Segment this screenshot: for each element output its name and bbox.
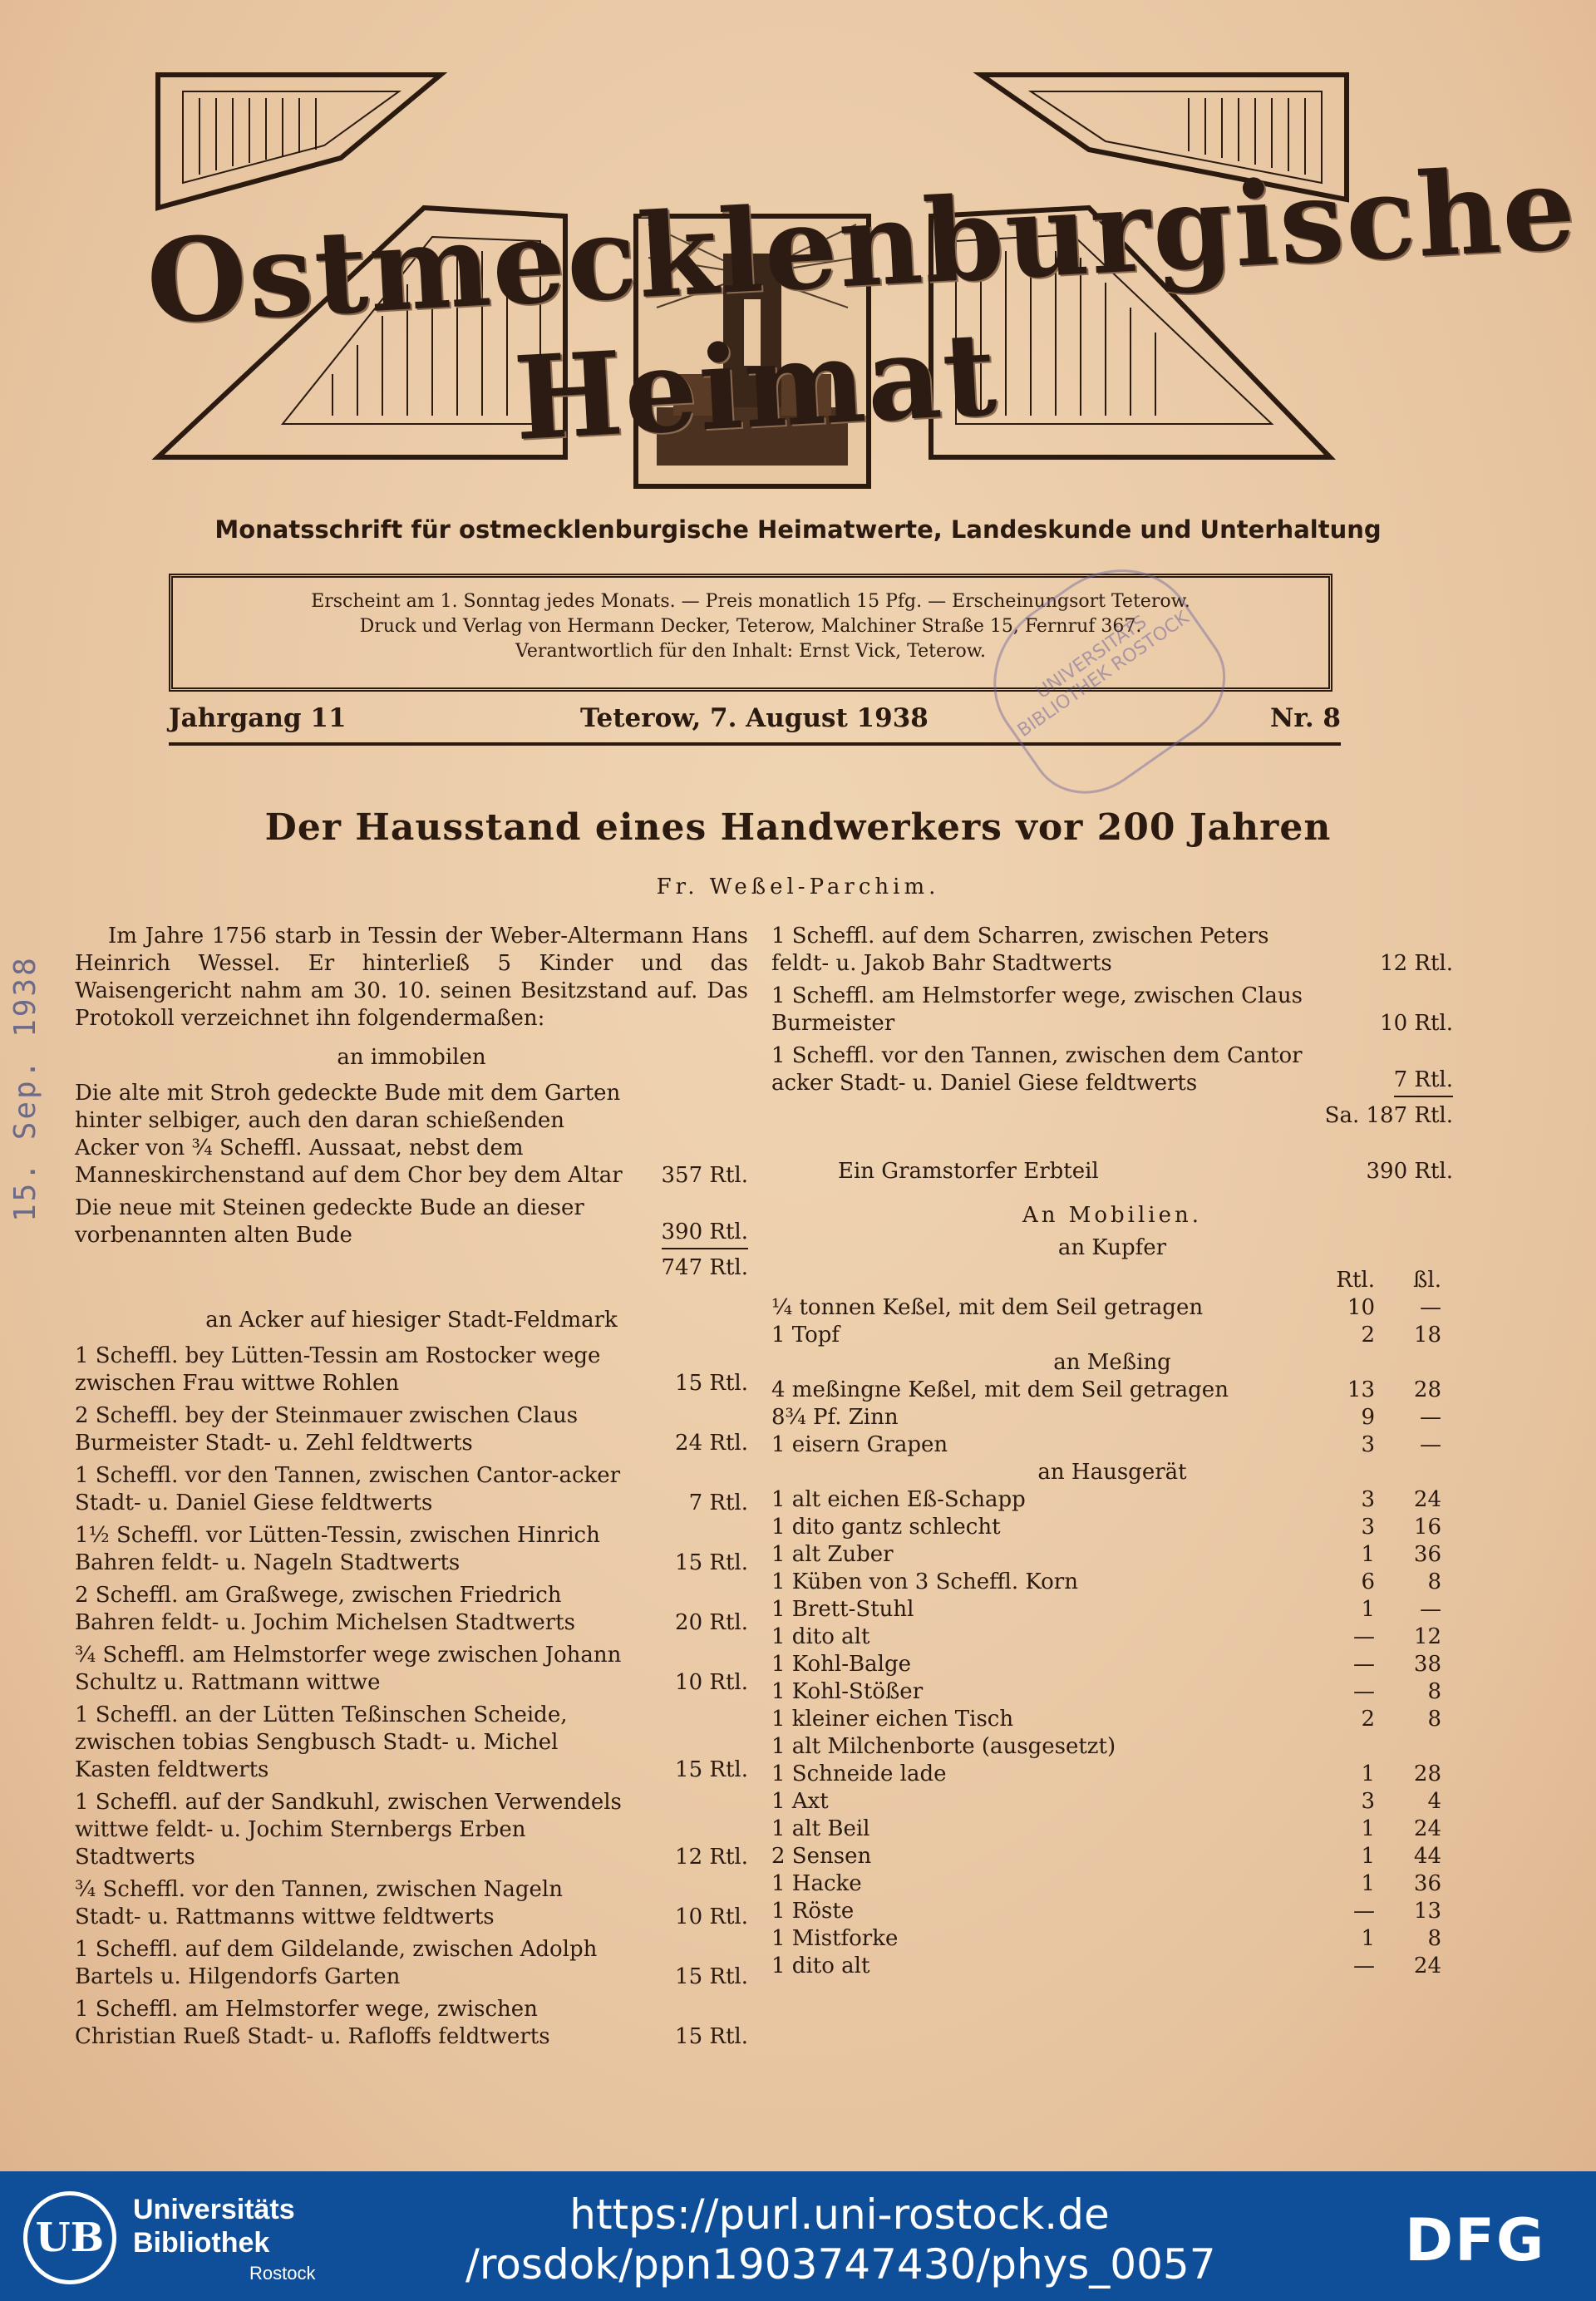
total-amount: 747 Rtl.	[661, 1255, 748, 1280]
list-item	[75, 1080, 748, 1190]
item-rtl: 1	[1361, 1542, 1375, 1567]
intro-paragraph: Im Jahre 1756 starb in Tessin der Weber-Altermann Hans Heinrich Wessel. Er hinterließ 5 Kinder und das Waisengericht nahm am 30. 10. seinen Besitzstand auf. Das Protokoll verzeichnet ihn folgendermaßen:	[75, 924, 748, 1031]
library-city: Rostock	[249, 2263, 316, 2284]
table-row	[771, 1816, 1453, 1843]
publication-info-line: Druck und Verlag von Hermann Decker, Teterow, Malchiner Straße 15, Fernruf 367.	[359, 616, 1142, 637]
section-heading: an Kupfer	[1057, 1235, 1167, 1260]
item-sl: 24	[1413, 1487, 1441, 1512]
permalink-line[interactable]: https://purl.uni-rostock.de	[569, 2190, 1110, 2239]
permalink[interactable]	[466, 2190, 1214, 2289]
table-section-row	[771, 1459, 1453, 1486]
entry-amount: 12 Rtl.	[1380, 951, 1453, 976]
item-sl: 8	[1427, 1679, 1441, 1704]
table-row	[771, 1569, 1453, 1596]
list-item	[771, 923, 1453, 978]
table-row	[771, 1678, 1453, 1706]
list-item	[75, 1702, 748, 1784]
item-rtl: 3	[1361, 1432, 1375, 1457]
item-name: 1 alt eichen Eß-Schapp	[771, 1487, 1026, 1512]
table-section-row	[771, 1349, 1453, 1377]
item-name: 1 alt Zuber	[771, 1542, 894, 1567]
item-name: ¼ tonnen Keßel, mit dem Seil getragen	[771, 1295, 1204, 1320]
table-row	[771, 1486, 1453, 1514]
section-heading: an immobilen	[337, 1045, 486, 1070]
item-rtl: 1	[1361, 1597, 1375, 1622]
item-sl: 24	[1413, 1816, 1441, 1841]
entry-text: 1 Scheffl. an der Lütten Teßinschen Scheide, zwischen tobias Sengbusch Stadt- u. Michel Kasten feldtwerts	[75, 1702, 568, 1782]
entry-text: 1 Scheffl. am Helmstorfer wege, zwischen Claus Burmeister	[771, 983, 1303, 1036]
item-sl: 24	[1413, 1954, 1441, 1978]
list-item	[771, 1042, 1453, 1097]
entry-text: 1 Scheffl. auf dem Gildelande, zwischen Adolph Bartels u. Hilgendorfs Garten	[75, 1937, 598, 1989]
entry-amount: 390 Rtl.	[1366, 1159, 1453, 1184]
item-name: 1 kleiner eichen Tisch	[771, 1707, 1014, 1732]
list-item	[75, 1582, 748, 1637]
list-item	[75, 1642, 748, 1697]
entry-text: ¾ Scheffl. am Helmstorfer wege zwischen Johann Schultz u. Rattmann wittwe	[75, 1643, 622, 1695]
list-item	[75, 1996, 748, 2051]
footer-bar	[0, 2171, 1596, 2301]
item-sl: 8	[1427, 1569, 1441, 1594]
entry-text: 1 Scheffl. am Helmstorfer wege, zwischen Christian Rueß Stadt- u. Rafloffs feldtwerts	[75, 1997, 550, 2049]
item-rtl: —	[1353, 1679, 1375, 1704]
item-sl: —	[1420, 1432, 1441, 1457]
table-row	[771, 1870, 1453, 1898]
item-sl: 28	[1413, 1761, 1441, 1786]
entry-amount: 7 Rtl.	[688, 1490, 748, 1515]
item-rtl: 1	[1361, 1816, 1375, 1841]
table-row	[771, 1953, 1453, 1980]
item-sl: 36	[1413, 1542, 1441, 1567]
section-heading: an Acker auf hiesiger Stadt-Feldmark	[205, 1308, 618, 1333]
entry-text: 1 Scheffl. vor den Tannen, zwischen Cantor-acker Stadt- u. Daniel Giese feldtwerts	[75, 1463, 621, 1515]
item-rtl: 1	[1361, 1926, 1375, 1951]
item-sl: —	[1420, 1295, 1441, 1320]
entry-text: 1 Scheffl. auf dem Scharren, zwischen Peters feldt- u. Jakob Bahr Stadtwerts	[771, 924, 1269, 976]
entry-text: 1 Scheffl. bey Lütten-Tessin am Rostocker wege zwischen Frau wittwe Rohlen	[75, 1343, 601, 1396]
entry-text: Ein Gramstorfer Erbteil	[838, 1159, 1099, 1184]
library-logo-icon	[23, 2191, 116, 2284]
item-sl: 44	[1413, 1844, 1441, 1869]
table-row	[771, 1514, 1453, 1541]
table-row	[771, 1404, 1453, 1431]
library-name	[133, 2193, 295, 2259]
total-amount: Sa. 187 Rtl.	[1324, 1103, 1453, 1128]
item-name: 1 dito alt	[771, 1624, 870, 1649]
item-name: 1 Schneide lade	[771, 1761, 947, 1786]
list-item	[75, 1936, 748, 1991]
entry-amount: 10 Rtl.	[675, 1670, 748, 1695]
item-name: 1 Topf	[771, 1323, 840, 1348]
entry-amount: 15 Rtl.	[675, 2024, 748, 2049]
column-header-sl: ßl.	[1413, 1268, 1441, 1293]
list-item	[75, 1876, 748, 1931]
item-rtl: 6	[1361, 1569, 1375, 1594]
entry-amount: 10 Rtl.	[675, 1904, 748, 1929]
library-name-line: Bibliothek	[133, 2227, 270, 2259]
item-rtl: 10	[1347, 1295, 1375, 1320]
entry-amount: 15 Rtl.	[675, 1371, 748, 1396]
item-sl: 38	[1413, 1652, 1441, 1677]
table-row	[771, 1843, 1453, 1870]
entry-amount: 24 Rtl.	[675, 1431, 748, 1456]
table-row	[771, 1898, 1453, 1925]
publication-info-line: Verantwortlich für den Inhalt: Ernst Vick, Teterow.	[515, 641, 986, 662]
entry-text: 2 Scheffl. bey der Steinmauer zwischen Claus Burmeister Stadt- u. Zehl feldtwerts	[75, 1403, 579, 1456]
item-rtl: 3	[1361, 1789, 1375, 1814]
right-column	[771, 923, 1453, 1980]
entry-text: ¾ Scheffl. vor den Tannen, zwischen Nageln Stadt- u. Rattmanns wittwe feldtwerts	[75, 1877, 563, 1929]
item-name: 1 Mistforke	[771, 1926, 899, 1951]
list-item	[75, 1343, 748, 1397]
item-sl: 12	[1413, 1624, 1441, 1649]
table-row	[771, 1431, 1453, 1459]
issue-number: Nr. 8	[1270, 703, 1341, 733]
item-rtl: 3	[1361, 1487, 1375, 1512]
item-name: 1 Brett-Stuhl	[771, 1597, 914, 1622]
list-item	[75, 1789, 748, 1871]
list-item	[771, 983, 1453, 1037]
item-name: 1 Hacke	[771, 1871, 862, 1896]
item-rtl: —	[1353, 1954, 1375, 1978]
item-name: 1 dito gantz schlecht	[771, 1515, 1001, 1540]
item-name: 1 Kohl-Stößer	[771, 1679, 924, 1704]
section-heading: an Meßing	[1053, 1350, 1171, 1375]
list-item	[75, 1522, 748, 1577]
item-name: 1 alt Milchenborte (ausgesetzt)	[771, 1734, 1116, 1759]
volume-label: Jahrgang 11	[169, 703, 347, 733]
permalink-line[interactable]: /rosdok/ppn1903747430/phys_0057	[466, 2240, 1216, 2289]
item-sl	[1387, 1733, 1453, 1761]
table-row	[771, 1541, 1453, 1569]
table-header-row	[771, 1267, 1453, 1294]
item-name: 1 alt Beil	[771, 1816, 870, 1841]
item-rtl: —	[1353, 1899, 1375, 1924]
table-row	[771, 1761, 1453, 1788]
item-rtl: —	[1353, 1624, 1375, 1649]
item-name: 1 dito alt	[771, 1954, 870, 1978]
item-rtl: —	[1353, 1652, 1375, 1677]
table-row	[771, 1322, 1453, 1349]
item-sl: 36	[1413, 1871, 1441, 1896]
item-sl: 8	[1427, 1926, 1441, 1951]
masthead-title: Ostmecklenburgische Heimat	[143, 140, 1580, 467]
entry-text: 1½ Scheffl. vor Lütten-Tessin, zwischen Hinrich Bahren feldt- u. Nageln Stadtwerts	[75, 1523, 600, 1575]
item-sl: 4	[1427, 1789, 1441, 1814]
left-column	[75, 923, 748, 2056]
item-rtl: 1	[1361, 1761, 1375, 1786]
item-name: 1 Küben von 3 Scheffl. Korn	[771, 1569, 1078, 1594]
item-name: 1 Röste	[771, 1899, 855, 1924]
table-row	[771, 1788, 1453, 1816]
column-header-rtl: Rtl.	[1336, 1268, 1375, 1293]
table-row	[771, 1706, 1453, 1733]
item-sl: 8	[1427, 1707, 1441, 1732]
item-rtl	[1320, 1733, 1387, 1761]
entry-amount: 12 Rtl.	[675, 1845, 748, 1870]
item-sl: —	[1420, 1597, 1441, 1622]
list-item	[75, 1402, 748, 1457]
section-heading: An Mobilien.	[1022, 1203, 1203, 1228]
library-name-line: Universitäts	[133, 2194, 295, 2225]
list-item	[771, 1158, 1453, 1185]
item-sl: 18	[1413, 1323, 1441, 1348]
item-rtl: 13	[1347, 1377, 1375, 1402]
entry-amount: 20 Rtl.	[675, 1610, 748, 1635]
entry-text: Die neue mit Steinen gedeckte Bude an dieser vorbenannten alten Bude	[75, 1195, 584, 1248]
entry-amount: 357 Rtl.	[661, 1163, 748, 1188]
table-row	[771, 1925, 1453, 1953]
item-rtl: 2	[1361, 1323, 1375, 1348]
entry-text: 2 Scheffl. am Graßwege, zwischen Friedrich Bahren feldt- u. Jochim Michelsen Stadtwerts	[75, 1583, 575, 1635]
entry-amount: 390 Rtl.	[662, 1219, 749, 1249]
entry-amount: 10 Rtl.	[1380, 1011, 1453, 1036]
received-date-stamp: 15. Sep. 1938	[8, 955, 42, 1222]
list-item	[75, 1195, 748, 1249]
table-row	[771, 1651, 1453, 1678]
issue-date: Teterow, 7. August 1938	[580, 703, 929, 733]
stamp-text: UNIVERSITÄTS BIBLIOTHEK ROSTOCK	[1013, 607, 1193, 742]
table-row	[771, 1596, 1453, 1624]
entry-text: 1 Scheffl. vor den Tannen, zwischen dem Cantor acker Stadt- u. Daniel Giese feldtwerts	[771, 1043, 1303, 1096]
item-rtl: 9	[1361, 1405, 1375, 1430]
entry-amount: 7 Rtl.	[1394, 1067, 1453, 1097]
entry-text: Die alte mit Stroh gedeckte Bude mit dem Garten hinter selbiger, auch den daran schießenden Acker von ¾ Scheffl. Aussaat, nebst dem Manneskirchenstand auf dem Chor bey dem Altar	[75, 1081, 623, 1188]
item-rtl: 1	[1361, 1844, 1375, 1869]
item-name: 1 Axt	[771, 1789, 829, 1814]
table-row	[771, 1377, 1453, 1404]
masthead-subtitle: Monatsschrift für ostmecklenburgische Heimatwerte, Landeskunde und Unterhaltung	[214, 515, 1382, 544]
table-row	[771, 1294, 1453, 1322]
item-name: 1 Kohl-Balge	[771, 1652, 911, 1677]
masthead	[143, 58, 1580, 490]
item-name: 2 Sensen	[771, 1844, 872, 1869]
item-name: 8¾ Pf. Zinn	[771, 1405, 899, 1430]
item-rtl: 3	[1361, 1515, 1375, 1540]
dfg-logo: DFG	[1405, 2206, 1546, 2274]
item-name: 4 meßingne Keßel, mit dem Seil getragen	[771, 1377, 1229, 1402]
item-rtl: 2	[1361, 1707, 1375, 1732]
logo-letters: UB	[35, 2215, 105, 2261]
table-row	[771, 1733, 1453, 1761]
item-name: 1 eisern Grapen	[771, 1432, 948, 1457]
item-sl: 13	[1413, 1899, 1441, 1924]
inventory-table	[771, 1267, 1453, 1980]
article-author: Fr. Weßel-Parchim.	[656, 875, 940, 899]
table-row	[771, 1624, 1453, 1651]
list-item	[75, 1462, 748, 1517]
section-heading: an Hausgerät	[1037, 1460, 1187, 1485]
article-title: Der Hausstand eines Handwerkers vor 200 Jahren	[264, 806, 1332, 849]
item-sl: —	[1420, 1405, 1441, 1430]
entry-amount: 15 Rtl.	[675, 1964, 748, 1989]
publication-info-line: Erscheint am 1. Sonntag jedes Monats. — Preis monatlich 15 Pfg. — Erscheinungsort Teterow.	[311, 591, 1190, 612]
item-sl: 28	[1413, 1377, 1441, 1402]
item-sl: 16	[1413, 1515, 1441, 1540]
entry-amount: 15 Rtl.	[675, 1550, 748, 1575]
entry-text: 1 Scheffl. auf der Sandkuhl, zwischen Verwendels wittwe feldt- u. Jochim Sternbergs Erben Stadtwerts	[75, 1790, 622, 1870]
item-rtl: 1	[1361, 1871, 1375, 1896]
entry-amount: 15 Rtl.	[675, 1757, 748, 1782]
